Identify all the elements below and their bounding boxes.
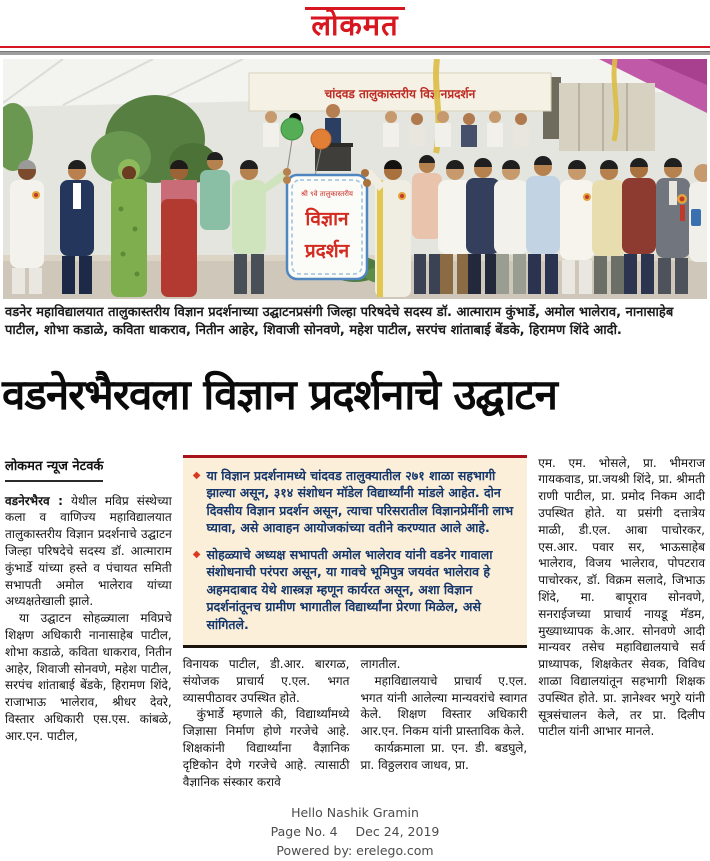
paragraph: विनायक पाटील, डी.आर. बारगळ, संयोजक प्राचार्य ए.एल. भगत व्यासपीठावर उपस्थित होते. bbox=[182, 657, 350, 705]
signboard-word-1: विज्ञान bbox=[305, 207, 349, 230]
dateline: वडनेरभैरव : bbox=[5, 493, 63, 508]
footer-page-number: Page No. 4 bbox=[270, 824, 338, 840]
paragraph: लागतील. bbox=[360, 657, 401, 672]
signboard-subtitle: श्री ९वे तालुकास्तरीय bbox=[301, 189, 353, 198]
article-column-4 bbox=[538, 455, 705, 791]
paragraph bbox=[5, 493, 172, 611]
stage-banner-text: चांदवड तालुकास्तरीय विज्ञानप्रदर्शन bbox=[324, 86, 476, 101]
newspaper-logo: लोकमत bbox=[305, 7, 404, 42]
paragraph: कुंभार्डे म्हणाले की, विद्यार्थ्यांमध्ये जिज्ञासा निर्माण होणे गरजेचे आहे. शिक्षकांनी विद्यार्थ्यांना वैज्ञानिक दृष्टिकोन देणे गरजेचे आहे. त्यासाठी वैज्ञानिक संस्कार करावे bbox=[182, 707, 350, 789]
highlight-bullet-text: सोहळ्याचे अध्यक्ष सभापती अमोल भालेराव यांनी वडनेर गावाला संशोधनाची परंपरा असून, या गावचे भूमिपुत्र जयवंत भालेराव हे अहमदाबाद येथे शास्त्रज्ञ म्हणून कार्यरत असून, अशा विज्ञान प्रदर्शनांतूनच ग्रामीण भागातील विद्यार्थ्यांना प्रेरणा मिळेल, असे सांगितले. bbox=[206, 546, 493, 632]
science-exhibition-signboard bbox=[283, 175, 371, 279]
article-column-2 bbox=[183, 656, 350, 790]
footer-publication: Hello Nashik Gramin bbox=[291, 805, 419, 821]
highlight-bullet-text: या विज्ञान प्रदर्शनामध्ये चांदवड तालुक्यातील २७१ शाळा सहभागी झाल्या असून, ३१४ संशोधन मॉडेल विद्यार्थ्यांनी मांडले आहेत. दोन दिवसीय विज्ञान प्रदर्शन असून, त्याचा परिसरातील विज्ञानप्रेमींनी लाभ घ्यावा, असे आवाहन आयोजकांच्या वतीने करण्यात आले आहे. bbox=[206, 467, 514, 536]
diamond-bullet-icon: ◆ bbox=[192, 469, 201, 481]
paragraph: महाविद्यालयाचे प्राचार्य ए.एल. भगत यांनी आलेल्या मान्यवरांचे स्वागत केले. शिक्षण विस्तार अधिकारी आर.एन. निकम यांनी प्रास्ताविक केले. bbox=[360, 673, 528, 739]
paragraph: या उद्घाटन सोहळ्याला मविप्रचे शिक्षण अधिकारी नानासाहेब पाटील, शोभा कडाळे, कविता धाकराव, नितीन आहेर, शिवाजी सोनवणे, महेश पाटील, सरपंच शांताबाई बेंडके, हिरामण शिंदे, राजाभाऊ भालेराव, श्रीधर देवरे, विस्तार अधिकारी एस.एस. कांबळे, आर.एन. पाटील, bbox=[5, 611, 172, 743]
building-shape bbox=[543, 77, 655, 151]
signboard-word-2: प्रदर्शन bbox=[304, 239, 350, 262]
paragraph: कार्यक्रमाला प्रा. एन. डी. बडघुले, प्रा. विठ्ठलराव जाधव, प्रा. bbox=[360, 741, 528, 772]
event-photo bbox=[3, 59, 707, 299]
highlight-bullet-2 bbox=[193, 546, 518, 634]
stage-banner bbox=[249, 73, 551, 111]
paragraph-text: येथील मविप्र संस्थेच्या कला व वाणिज्य महाविद्यालयात तालुकास्तरीय विज्ञान प्रदर्शनाचे उद्घाटन जिल्हा परिषदेचे सदस्य डॉ. आत्माराम कुंभार्डे यांच्या हस्ते व पंचायत समिती सभापती अमोल भालेराव यांच्या अध्यक्षतेखाली झाले. bbox=[5, 493, 172, 609]
paragraph: एम. एम. भोसले, प्रा. भीमराज गायकवाड, प्रा.जयश्री शिंदे, प्रा. श्रीमती राणी पाटील, प्रा. प्रमोद निकम आदी उपस्थित होते. या प्रसंगी दत्तात्रेय माळी, डी.एल. आबा पाचोरकर, एस.आर. पवार सर, भाऊसाहेब भालेराव, विजय भालेराव, पोपटराव पाचोरकर, डॉ. विक्रम सलादे, जिभाऊ शिंदे, मा. बापूराव सोनवणे, सनराईजच्या प्राचार्य नायडू मॅडम, मुख्याध्यापक के.आर. सोनवणे आदी मान्यवर तसेच महाविद्यालयाचे सर्व प्राध्यापक, शिक्षकेतर सेवक, विविध शाळा विद्यालयांतून सहभागी शिक्षक उपस्थित होते. प्रा. ज्ञानेश्वर भगुरे यांनी सूत्रसंचालन केले, तर प्रा. दिलीप पाटील यांनी आभार मानले. bbox=[538, 455, 705, 739]
masthead bbox=[0, 0, 710, 42]
byline: लोकमत न्यूज नेटवर्क bbox=[5, 456, 103, 482]
article-headline: वडनेरभैरवला विज्ञान प्रदर्शनाचे उद्घाटन bbox=[2, 370, 557, 420]
photo-caption: वडनेर महाविद्यालयात तालुकास्तरीय विज्ञान प्रदर्शनाच्या उद्घाटनप्रसंगी जिल्हा परिषदेचे सदस्य डॉ. आत्माराम कुंभार्डे, अमोल भालेराव, नानासाहेब पाटील, शोभा कडाळे, कविता धाकराव, नितीन आहेर, शिवाजी सोनवणे, महेश पाटील, सरपंच शांताबाई बेंडके, हिरामण शिंदे आदी. bbox=[5, 304, 674, 339]
footer-page-date bbox=[0, 823, 710, 842]
header-gray-rule bbox=[0, 51, 710, 55]
footer-date: Dec 24, 2019 bbox=[355, 824, 440, 840]
highlight-box bbox=[183, 455, 528, 649]
article-body bbox=[0, 447, 710, 791]
diamond-bullet-icon: ◆ bbox=[192, 548, 201, 560]
header-red-rule bbox=[0, 46, 710, 48]
article-column-1 bbox=[5, 455, 172, 791]
page-footer bbox=[0, 804, 710, 860]
footer-powered-by: Powered by: erelego.com bbox=[276, 842, 434, 858]
article-column-3 bbox=[361, 656, 528, 790]
highlight-bullet-1 bbox=[193, 467, 518, 537]
